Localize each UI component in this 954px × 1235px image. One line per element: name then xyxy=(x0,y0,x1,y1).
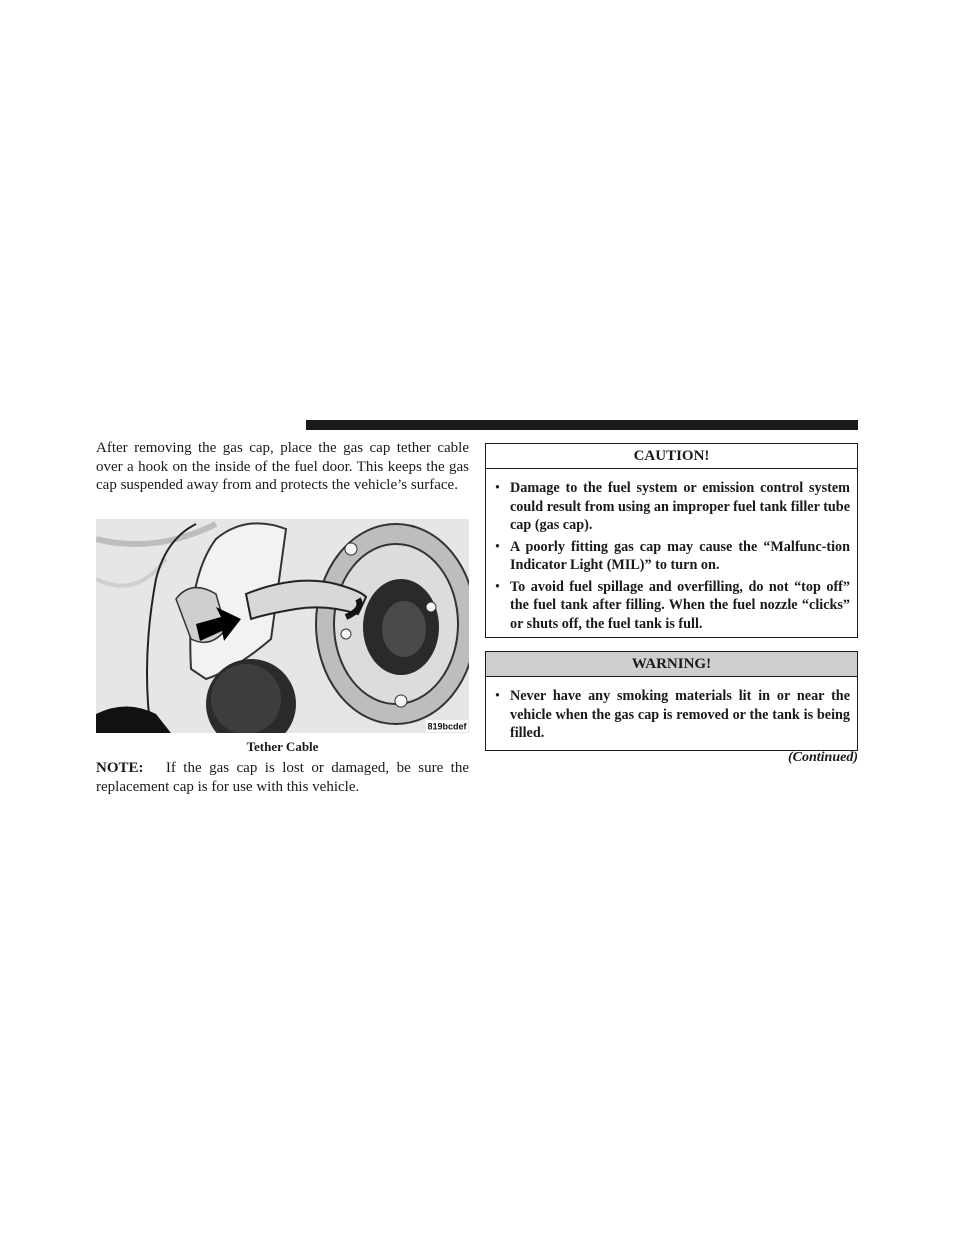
note-paragraph xyxy=(96,759,469,796)
left-column xyxy=(96,439,469,795)
warning-item: • Never have any smoking materials lit in or near the vehicle when the gas cap is removed or the tank is being filled. xyxy=(510,687,850,743)
figure-caption: Tether Cable xyxy=(246,739,319,754)
figure-code: 819bcdef xyxy=(427,721,467,732)
caution-item: • A poorly fitting gas cap may cause the “Malfunc-tion Indicator Light (MIL)” to turn on. xyxy=(510,538,850,575)
warning-list xyxy=(486,677,857,743)
warning-box xyxy=(485,651,858,751)
fuel-door-illustration xyxy=(96,519,469,733)
header-rule xyxy=(306,420,858,430)
caution-title: CAUTION! xyxy=(486,444,857,469)
intro-paragraph: After removing the gas cap, place the gas cap tether cable over a hook on the inside of the fuel door. This keeps the gas cap suspended away from and protects the vehicle’s surface. xyxy=(96,440,469,494)
caution-item: • Damage to the fuel system or emission control system could result from using an improper fuel tank filler tube cap (gas cap). xyxy=(510,479,850,535)
caution-item: • To avoid fuel spillage and overfilling, do not “top off” the fuel tank after filling. When the fuel nozzle “clicks” or shuts off, the fuel tank is full. xyxy=(510,578,850,634)
caution-list xyxy=(486,469,857,633)
warning-title: WARNING! xyxy=(486,652,857,677)
continued-label: (Continued) xyxy=(787,750,858,765)
caution-box xyxy=(485,443,858,638)
tether-cable-figure xyxy=(96,519,469,733)
note-text: If the gas cap is lost or damaged, be sure the replacement cap is for use with this vehicle. xyxy=(96,760,469,795)
note-label: NOTE: xyxy=(96,760,144,776)
